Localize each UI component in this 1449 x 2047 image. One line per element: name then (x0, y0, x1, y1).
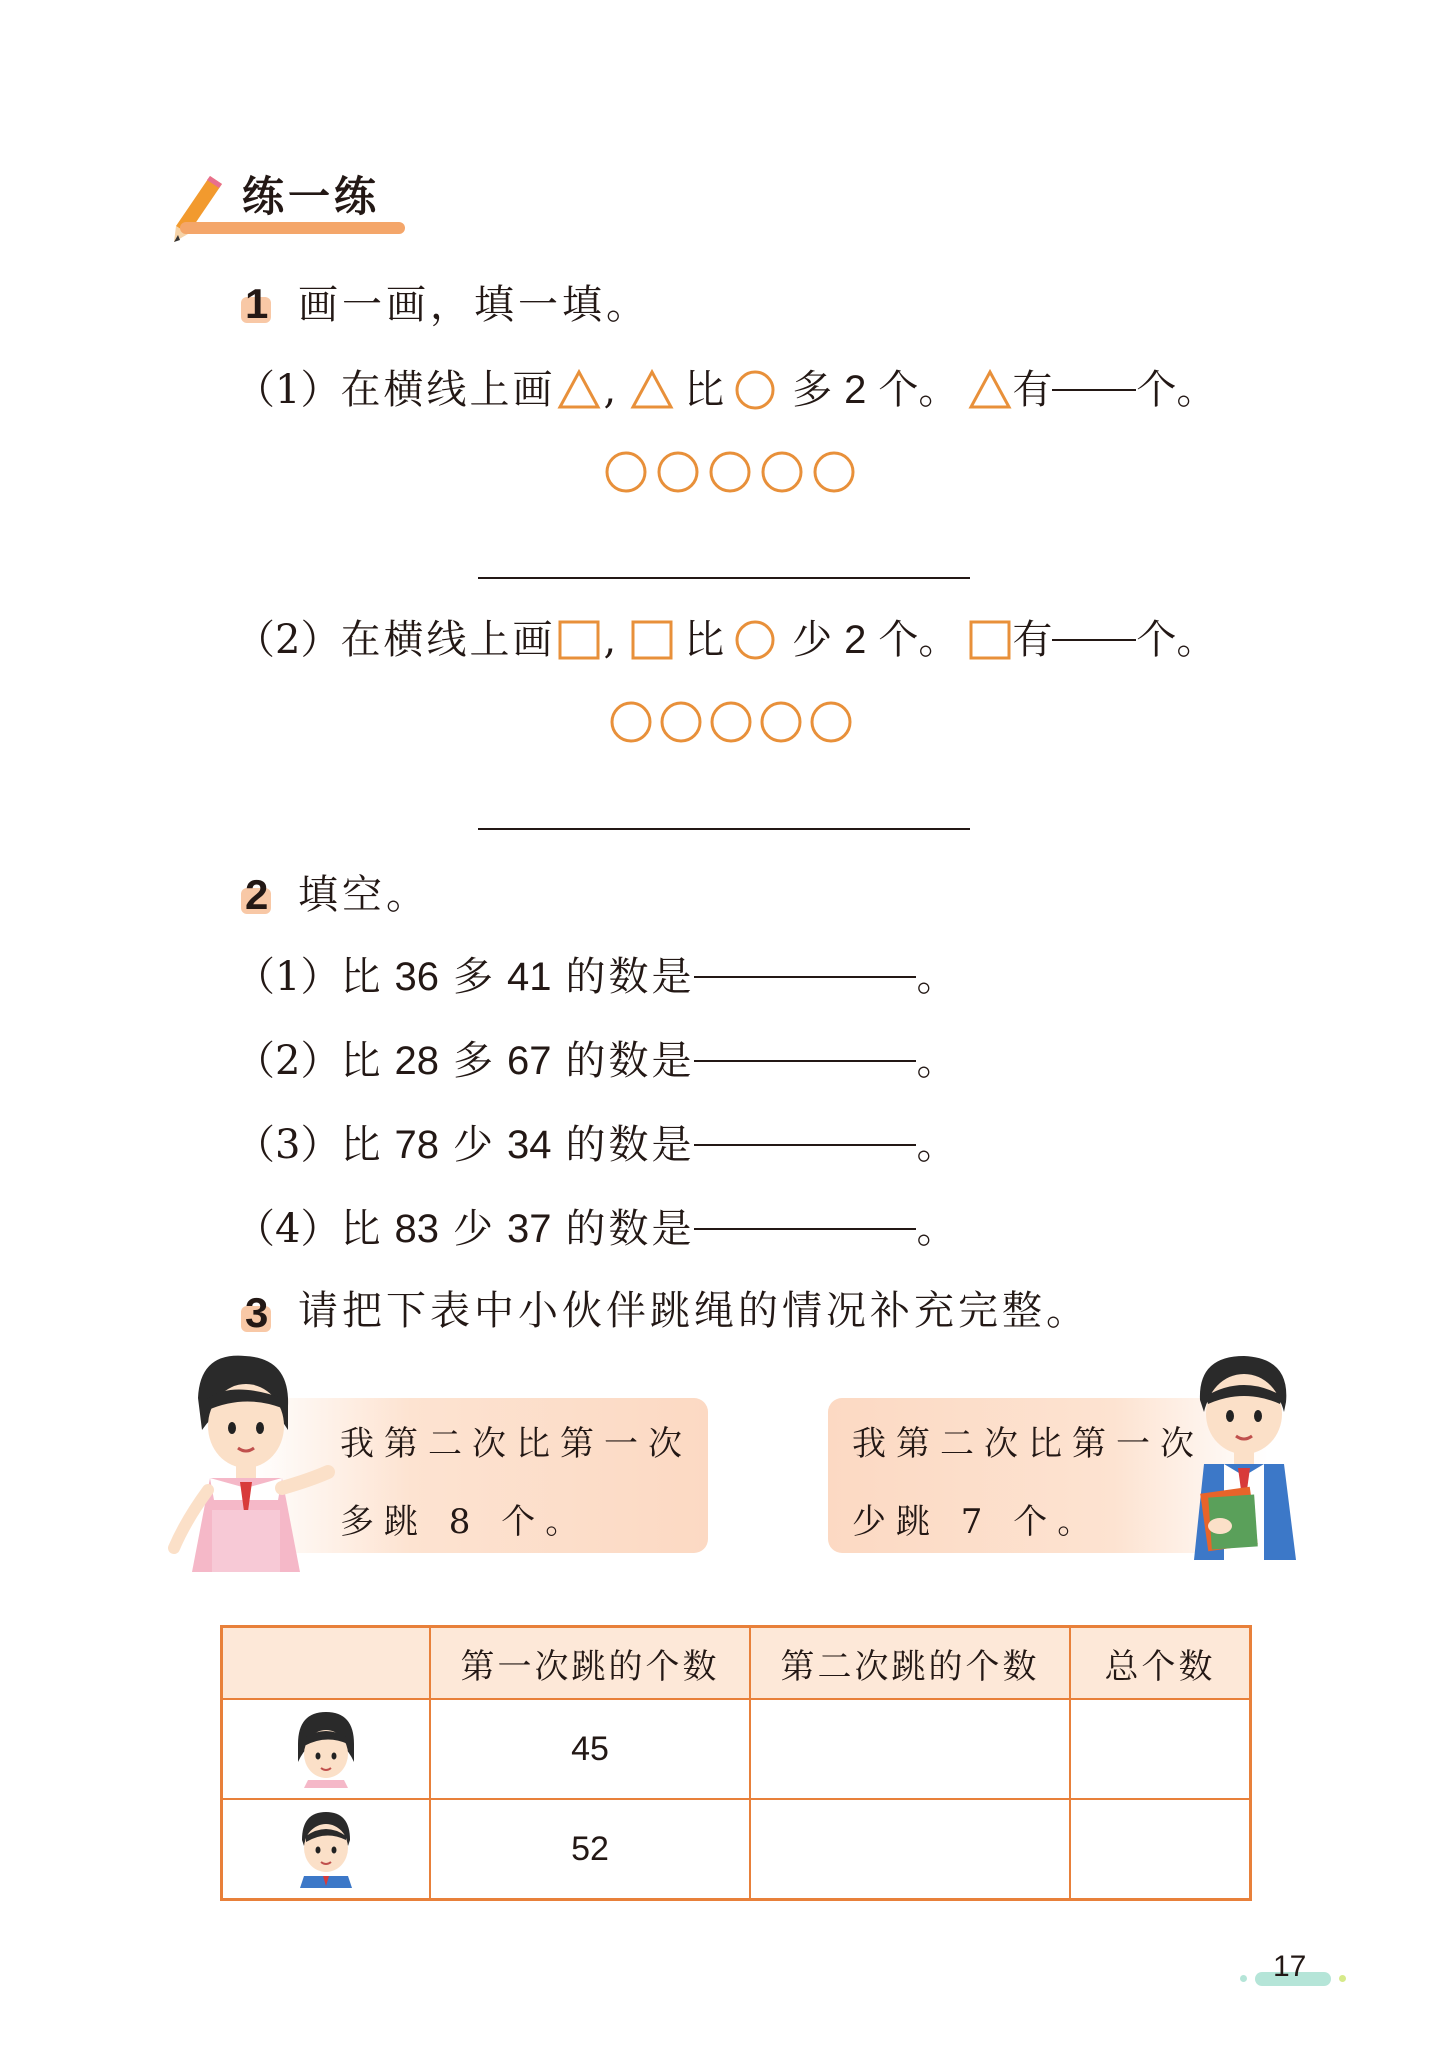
circle-icon (812, 703, 850, 741)
girl-face-icon (294, 1710, 358, 1788)
q1-part1-answer-blank[interactable] (1052, 389, 1136, 391)
circle-icon (711, 453, 749, 491)
q2-answer-blank[interactable] (694, 976, 916, 978)
jump-rope-table (220, 1625, 1252, 1901)
circle-icon (763, 453, 801, 491)
q1-part2-comma: , (603, 617, 617, 663)
q1-part2-text-d: 个。 (878, 617, 959, 663)
circle-icon (734, 619, 776, 661)
question-title-3: 请把下表中小伙伴跳绳的情况补充完整。 (298, 1288, 1090, 1334)
q1-part2-label: （2） (235, 617, 341, 663)
question-number-1: 1 (245, 280, 269, 327)
q1-part1-count: 2 (844, 368, 867, 412)
question-number-2: 2 (245, 871, 269, 918)
girl-illustration (150, 1350, 340, 1572)
q1-part1-text-b: 比 (684, 367, 725, 413)
q2-item-op: 多 (452, 1038, 493, 1084)
boy-second-count-cell[interactable] (750, 1799, 1070, 1900)
section-header (170, 170, 410, 245)
girl-second-count-cell[interactable] (750, 1699, 1070, 1799)
header-underline (180, 222, 405, 234)
table-header (222, 1627, 431, 1700)
page-dot-right (1339, 1975, 1346, 1982)
q2-item-end: 。 (916, 1038, 957, 1084)
table-header: 第二次跳的个数 (750, 1627, 1070, 1700)
q2-answer-blank[interactable] (694, 1144, 916, 1146)
q1-part2-text-a: 在横线上画 (340, 617, 556, 663)
q1-part1-text-c: 多 (792, 367, 833, 413)
q2-item-op: 多 (452, 954, 493, 1000)
q2-item-word: 比 (340, 1038, 381, 1084)
girl-first-count: 45 (430, 1699, 750, 1799)
section-title: 练一练 (242, 172, 381, 221)
boy-face-icon (294, 1810, 358, 1888)
q2-item-n1: 36 (394, 955, 439, 999)
triangle-icon (630, 369, 674, 411)
q2-answer-blank[interactable] (694, 1228, 916, 1230)
circle-icon (659, 453, 697, 491)
q2-item-n1: 78 (394, 1123, 439, 1167)
q2-item-n1: 28 (394, 1039, 439, 1083)
q1-part2-draw-line[interactable] (478, 828, 970, 830)
q1-part2-text-f: 个。 (1136, 617, 1217, 663)
q1-part1-draw-line[interactable] (478, 577, 970, 579)
q2-item-label: （1） (235, 954, 341, 1000)
q2-item-1 (235, 952, 956, 1002)
q2-item-n2: 37 (506, 1207, 552, 1251)
q1-part1 (235, 365, 1216, 415)
q1-part2-text-b: 比 (684, 617, 725, 663)
table-row (222, 1699, 1251, 1799)
girl-bubble-line1: 我第二次比第一次 (340, 1424, 692, 1464)
q1-part1-text-f: 个。 (1136, 367, 1217, 413)
table-header: 总个数 (1070, 1627, 1251, 1700)
boy-illustration (1180, 1350, 1310, 1560)
q1-part1-comma: , (603, 367, 617, 413)
q1-part1-text-d: 个。 (878, 367, 959, 413)
q1-part1-label: （1） (235, 367, 341, 413)
square-icon (968, 619, 1012, 661)
q2-item-end: 。 (916, 1122, 957, 1168)
table-row (222, 1799, 1251, 1900)
q2-answer-blank[interactable] (694, 1060, 916, 1062)
girl-total-cell[interactable] (1070, 1699, 1251, 1799)
girl-avatar (222, 1699, 431, 1799)
q2-item-word: 比 (340, 1122, 381, 1168)
q2-item-word: 比 (340, 1206, 381, 1252)
boy-avatar (222, 1799, 431, 1900)
q2-item-label: （4） (235, 1206, 341, 1252)
page-number: 17 (1273, 1950, 1307, 1983)
boy-bubble-line2: 少跳 7 个。 (852, 1502, 1102, 1542)
q1-part2-circles (608, 698, 858, 750)
q1-part2-text-e: 有 (1012, 617, 1053, 663)
triangle-icon (968, 369, 1012, 411)
square-icon (557, 619, 601, 661)
circle-icon (734, 369, 776, 411)
q2-item-word: 比 (340, 954, 381, 1000)
q2-item-op: 少 (452, 1122, 493, 1168)
q1-part1-text-e: 有 (1012, 367, 1053, 413)
triangle-icon (557, 369, 601, 411)
q2-item-tail: 的数是 (565, 1122, 695, 1168)
q2-item-4 (235, 1204, 956, 1254)
square-icon (630, 619, 674, 661)
question-title-1: 画一画，填一填。 (298, 282, 650, 328)
q2-item-n2: 41 (506, 955, 552, 999)
boy-first-count: 52 (430, 1799, 750, 1900)
table-header: 第一次跳的个数 (430, 1627, 750, 1700)
question-title-2: 填空。 (298, 872, 430, 918)
q1-part1-circles (602, 448, 862, 500)
circle-icon (607, 453, 645, 491)
circle-icon (762, 703, 800, 741)
q1-part2-answer-blank[interactable] (1052, 639, 1136, 641)
circle-icon (662, 703, 700, 741)
q2-item-n1: 83 (394, 1207, 439, 1251)
boy-total-cell[interactable] (1070, 1799, 1251, 1900)
question-number-3: 3 (245, 1289, 269, 1336)
q2-item-tail: 的数是 (565, 954, 695, 1000)
girl-bubble-line2: 多跳 8 个。 (340, 1502, 590, 1542)
page-dot-left (1240, 1975, 1247, 1982)
q2-item-label: （3） (235, 1122, 341, 1168)
q2-item-n2: 67 (506, 1039, 552, 1083)
q1-part2-text-c: 少 (792, 617, 833, 663)
q1-part2 (235, 615, 1216, 665)
circle-icon (815, 453, 853, 491)
q2-item-op: 少 (452, 1206, 493, 1252)
q2-item-tail: 的数是 (565, 1206, 695, 1252)
q2-item-end: 。 (916, 954, 957, 1000)
q2-item-n2: 34 (506, 1123, 552, 1167)
q2-item-end: 。 (916, 1206, 957, 1252)
q2-item-2 (235, 1036, 956, 1086)
q2-item-tail: 的数是 (565, 1038, 695, 1084)
q1-part2-count: 2 (844, 618, 867, 662)
circle-icon (612, 703, 650, 741)
q2-item-label: （2） (235, 1038, 341, 1084)
boy-bubble-line1: 我第二次比第一次 (852, 1424, 1204, 1464)
q1-part1-text-a: 在横线上画 (340, 367, 556, 413)
circle-icon (712, 703, 750, 741)
q2-item-3 (235, 1120, 956, 1170)
